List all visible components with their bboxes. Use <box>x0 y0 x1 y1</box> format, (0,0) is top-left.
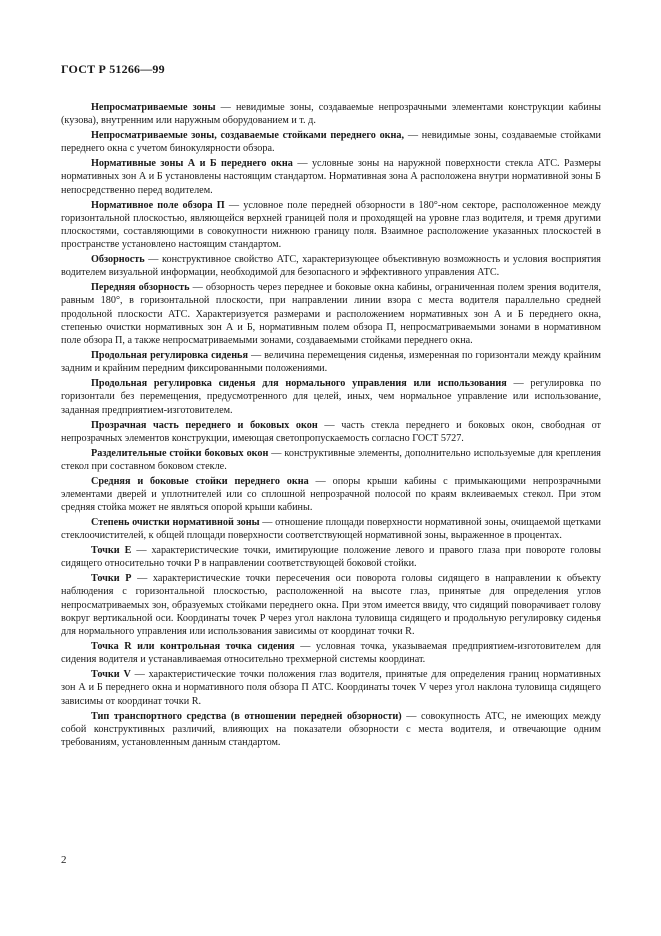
definition-body: — невидимые зоны, создаваемые непрозрачными элементами конструкции кабины (кузова), внутренним или наружным оборудованием и т. д. <box>61 102 601 127</box>
definition-body: — условная точка, указываемая предприятием-изготовителем для сидения водителя и устанавливаемая относительно трехмерной системы координат. <box>61 641 601 666</box>
definition-term: Обзорность <box>91 254 145 266</box>
document-header: ГОСТ Р 51266—99 <box>61 62 165 76</box>
definition-term: Точки V <box>91 669 131 681</box>
definition-paragraph <box>61 516 601 543</box>
definition-paragraph <box>61 157 601 197</box>
definition-body: — характеристические точки положения глаз водителя, принятые для определения границ нормативных зон А и Б переднего окна и нормативного поля обзора П АТС. Координаты точек V через угол наклона туловища сидящего зависимы от координат точки R. <box>61 669 601 707</box>
definition-body: — отношение площади поверхности нормативной зоны, очищаемой щетками стеклоочистителей, к общей площади поверхности соответствующей нормативной зоны, выраженное в процентах. <box>61 517 601 542</box>
definition-body: — условные зоны на наружной поверхности стекла АТС. Размеры нормативных зон А и Б установлены настоящим стандартом. Нормативная зона А расположена внутри нормативной зоны Б непосредственно перед водителем. <box>61 158 601 196</box>
definition-body: — величина перемещения сиденья, измеренная по горизонтали между крайним задним и крайним передним фиксированными положениями. <box>61 350 601 375</box>
definitions-list <box>61 101 601 751</box>
definition-body: — совокупность АТС, не имеющих между собой конструктивных различий, влияющих на показатели обзорности с места водителя, и отвечающие одним требованиям, установленным данным стандартом. <box>61 710 601 748</box>
definition-paragraph <box>61 377 601 417</box>
definition-body: — регулировка по горизонтали без перемещения, предусмотренного для целей, иных, чем нормальное управление или использование, заданная предприятием-изготовителем. <box>61 378 601 416</box>
definition-paragraph <box>61 253 601 280</box>
definition-body: — конструктивное свойство АТС, характеризующее объективную возможность и условия восприятия водителем визуальной информации, необходимой для безопасного и эффективного управления АТС. <box>61 254 601 279</box>
definition-paragraph <box>61 544 601 571</box>
definition-paragraph <box>61 129 601 156</box>
definition-term: Передняя обзорность <box>91 282 190 294</box>
definition-term: Точка R или контрольная точка сидения <box>91 641 295 653</box>
definition-term: Средняя и боковые стойки переднего окна <box>91 475 309 487</box>
definition-body: — условное поле передней обзорности в 180°-ном секторе, расположенное между горизонтальной плоскостью, являющейся верхней границей поля и проходящей на уровне глаз водителя, и тремя другими плоскостями, составляющими в совокупности нижнюю границу поля. Взаимное расположение указанных плоскостей в пространстве установлено настоящим стандартом. <box>61 199 601 251</box>
definition-paragraph <box>61 281 601 347</box>
definition-paragraph <box>61 199 601 252</box>
definition-paragraph <box>61 101 601 128</box>
definition-paragraph <box>61 475 601 515</box>
definition-term: Разделительные стойки боковых окон <box>91 447 269 459</box>
definition-paragraph <box>61 447 601 474</box>
definition-body: — невидимые зоны, создаваемые стойками переднего окна с учетом бинокулярности обзора. <box>61 130 601 155</box>
definition-body: — характеристические точки, имитирующие положение левого и правого глаза при повороте головы сидящего относительно точки P в направлении соответствующей боковой стойки. <box>61 545 601 570</box>
definition-term: Точки E <box>91 545 132 557</box>
definition-term: Степень очистки нормативной зоны <box>91 517 260 529</box>
definition-term: Продольная регулировка сиденья <box>91 350 248 362</box>
definition-term: Нормативные зоны А и Б переднего окна <box>91 158 293 170</box>
definition-term: Тип транспортного средства (в отношении передней обзорности) <box>91 710 402 722</box>
definition-term: Непросматриваемые зоны <box>91 102 216 113</box>
definition-paragraph <box>61 349 601 376</box>
page-number: 2 <box>61 854 67 866</box>
definition-body: — часть стекла переднего и боковых окон, свободная от непрозрачных элементов конструкции, имеющая светопропускаемость согласно ГОСТ 5727. <box>61 419 601 444</box>
definition-body: — характеристические точки пересечения оси поворота головы сидящего в направлении к объекту наблюдения с горизонтальной плоскостью, расположенной на высоте глаз, принятые для определения углов непросматриваемых зон, образуемых стойками переднего окна. При этом имеется ввиду, что сидящий поворачивает голову вокруг вертикальной оси. Координаты точек P через угол наклона туловища сидящего и продольную регулировку сиденья для нормального управления или использования зависимы от координат точки R. <box>61 573 601 638</box>
definition-paragraph <box>61 419 601 446</box>
definition-paragraph <box>61 572 601 638</box>
definition-paragraph <box>61 668 601 708</box>
definition-term: Прозрачная часть переднего и боковых окон <box>91 419 318 431</box>
definition-body: — обзорность через переднее и боковые окна кабины, ограниченная полем зрения водителя, равным 180°, в горизонтальной плоскости, при направлении линии взора с места водителя параллельно средней продольной плоскости АТС. Характеризуется размерами и расположением нормативных зон А и Б переднего окна, степенью очистки нормативных зон А и Б, нормативным полем обзора П, непросматриваемыми зонами в нормативном поле обзора П, а также непросматриваемыми зонами, создаваемыми стойками переднего окна. <box>61 282 602 347</box>
definition-term: Продольная регулировка сиденья для нормального управления или использования <box>91 378 507 390</box>
definition-paragraph <box>61 710 601 750</box>
definition-term: Точки P <box>91 573 132 585</box>
definition-term: Нормативное поле обзора П <box>91 199 225 211</box>
definition-term: Непросматриваемые зоны, создаваемые стойками переднего окна, <box>91 130 405 142</box>
definition-body: — опоры крыши кабины с примыкающими непрозрачными элементами дверей и уплотнителей или со сплошной непрозрачной полосой по краям вклеиваемых стекол. При этом средняя стойка может не являться опорой крыши кабины. <box>61 475 601 514</box>
definition-paragraph <box>61 640 601 667</box>
definition-body: — конструктивные элементы, дополнительно используемые для крепления стекол при составном боковом стекле. <box>61 447 601 472</box>
